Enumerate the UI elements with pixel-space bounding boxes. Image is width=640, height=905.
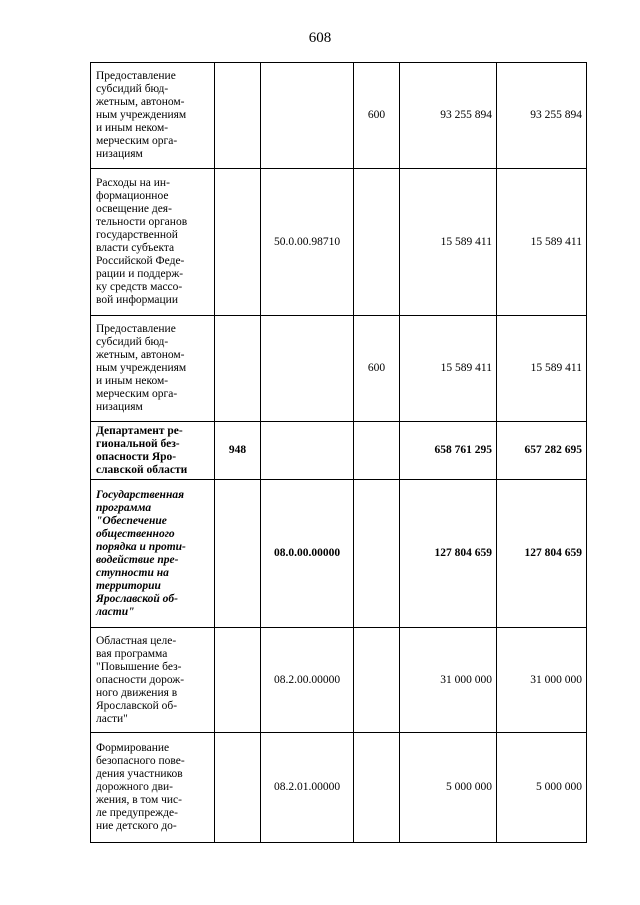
target-article-cell	[261, 422, 354, 480]
expense-type-cell	[354, 628, 400, 733]
row-name-cell	[91, 422, 215, 480]
target-article-text: 08.0.00.00000	[273, 547, 341, 559]
target-article-text: 50.0.00.98710	[273, 235, 341, 248]
table-row	[91, 480, 587, 628]
row-name-cell	[91, 628, 215, 733]
target-article-cell	[261, 628, 354, 733]
amount-year1-text: 15 589 411	[440, 362, 492, 374]
amount-year2-text: 31 000 000	[530, 673, 582, 686]
row-name-text: Формирование безопасного пове- дения участников дорожного дви- жения, в том чис- ле предупрежде- ние детского до-	[96, 742, 185, 832]
row-name-cell	[91, 169, 215, 316]
department-code-cell	[215, 480, 261, 628]
amount-year2-text: 5 000 000	[536, 781, 582, 793]
table-row	[91, 422, 587, 480]
target-article-text: 08.2.01.00000	[273, 781, 341, 793]
amount-year2-text: 15 589 411	[530, 362, 582, 374]
row-name-text: Расходы на ин- формационное освещение дея- тельности органов государственной власти субъекта Российской Феде- рации и поддерж- ку средств массо- вой информации	[96, 177, 188, 306]
row-name-text: Предоставление субсидий бюд- жетным, автоном- ным учреждениям и иным неком- мерческим орга- низациям	[96, 70, 187, 160]
table-row	[91, 316, 587, 422]
target-article-text: 08.2.00.00000	[273, 673, 341, 686]
amount-year2-text: 15 589 411	[530, 235, 582, 248]
department-code-cell	[215, 169, 261, 316]
amount-year2-cell	[497, 63, 587, 169]
row-name-cell	[91, 316, 215, 422]
target-article-cell	[261, 733, 354, 843]
amount-year2-text: 93 255 894	[530, 109, 582, 121]
row-name-text: Департамент ре- гиональной без- опасности Яро- славской области	[96, 424, 188, 476]
target-article-cell	[261, 316, 354, 422]
row-name-text: Предоставление субсидий бюд- жетным, автоном- ным учреждениям и иным неком- мерческим орга- низациям	[96, 323, 187, 413]
amount-year1-cell	[400, 628, 497, 733]
budget-table-body	[91, 63, 587, 843]
amount-year2-cell	[497, 169, 587, 316]
amount-year1-cell	[400, 422, 497, 480]
target-article-cell	[261, 169, 354, 316]
amount-year1-text: 127 804 659	[434, 547, 492, 559]
table-row	[91, 628, 587, 733]
expense-type-cell	[354, 316, 400, 422]
expense-type-text: 600	[367, 362, 386, 374]
target-article-cell	[261, 63, 354, 169]
expense-type-cell	[354, 733, 400, 843]
expense-type-cell	[354, 169, 400, 316]
amount-year1-cell	[400, 480, 497, 628]
department-code-text: 948	[228, 444, 247, 456]
budget-table	[90, 62, 587, 843]
amount-year2-cell	[497, 628, 587, 733]
amount-year1-text: 15 589 411	[440, 235, 492, 248]
department-code-cell	[215, 628, 261, 733]
amount-year1-cell	[400, 169, 497, 316]
expense-type-text: 600	[367, 109, 386, 121]
amount-year2-cell	[497, 733, 587, 843]
row-name-text: Государственная программа "Обеспечение общественного порядка и проти- водействие пре- ступности на территории Ярославской об- ласти"	[96, 488, 186, 618]
expense-type-cell	[354, 480, 400, 628]
row-name-cell	[91, 480, 215, 628]
department-code-cell	[215, 316, 261, 422]
expense-type-cell	[354, 63, 400, 169]
page-number: 608	[308, 30, 332, 46]
amount-year2-text: 657 282 695	[524, 444, 582, 456]
amount-year1-text: 5 000 000	[446, 781, 492, 793]
amount-year1-text: 31 000 000	[440, 673, 492, 686]
department-code-cell	[215, 733, 261, 843]
department-code-cell	[215, 422, 261, 480]
amount-year2-cell	[497, 422, 587, 480]
amount-year2-text: 127 804 659	[524, 547, 582, 559]
department-code-cell	[215, 63, 261, 169]
table-row	[91, 169, 587, 316]
row-name-text: Областная целе- вая программа "Повышение без- опасности дорож- ного движения в Ярославской об- ласти"	[96, 634, 185, 725]
row-name-cell	[91, 733, 215, 843]
amount-year1-cell	[400, 316, 497, 422]
table-row	[91, 733, 587, 843]
expense-type-cell	[354, 422, 400, 480]
amount-year1-text: 658 761 295	[434, 444, 492, 456]
amount-year1-cell	[400, 733, 497, 843]
amount-year1-cell	[400, 63, 497, 169]
row-name-cell	[91, 63, 215, 169]
table-row	[91, 63, 587, 169]
amount-year2-cell	[497, 480, 587, 628]
amount-year2-cell	[497, 316, 587, 422]
target-article-cell	[261, 480, 354, 628]
amount-year1-text: 93 255 894	[440, 109, 492, 121]
